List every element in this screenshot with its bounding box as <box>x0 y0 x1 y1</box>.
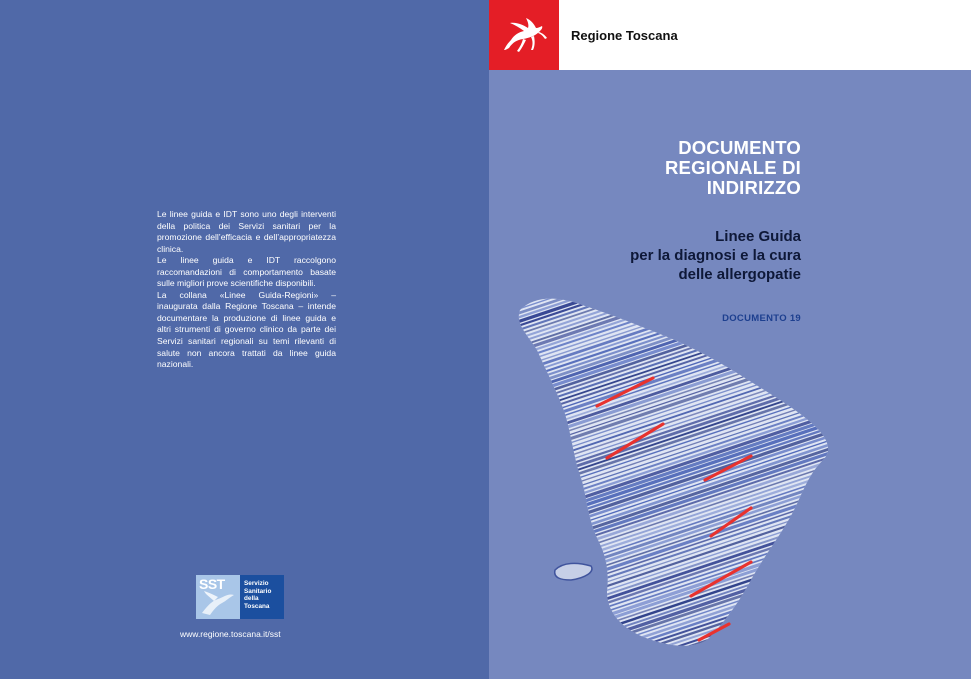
sst-line-1: Servizio <box>244 580 269 587</box>
website-link[interactable]: www.regione.toscana.it/sst <box>180 629 281 639</box>
intro-paragraph-2: Le linee guida e IDT raccolgono raccomandazioni di comportamento basate sulle migliori prove scientifiche disponibili. <box>157 255 336 289</box>
sst-logo-mark <box>196 575 240 619</box>
sst-logo-icon <box>196 575 284 619</box>
document-title <box>541 138 801 198</box>
subtitle-line-3: delle allergopatie <box>678 266 801 283</box>
header-bar <box>489 0 971 70</box>
sst-logo-text <box>240 575 284 619</box>
document-subtitle <box>501 227 801 284</box>
document-number: DOCUMENTO 19 <box>722 313 801 324</box>
title-line-1: DOCUMENTO <box>678 137 801 158</box>
sst-line-2: Sanitario <box>244 587 272 595</box>
map-stripe <box>515 290 835 300</box>
sst-horse-icon <box>196 575 240 619</box>
subtitle-line-2: per la diagnosi e la cura <box>630 247 801 264</box>
sst-mark-text: SST <box>199 576 225 592</box>
sst-line-4: Toscana <box>244 602 270 610</box>
title-line-2: REGIONALE DI <box>664 157 801 178</box>
title-line-3: INDIRIZZO <box>706 177 801 198</box>
intro-text <box>157 209 336 371</box>
intro-paragraph-3: La collana «Linee Guida-Regioni» – inaugurata dalla Regione Toscana – intende documentare la produzione di linee guida e altri strumenti di governo clinico da parte dei Servizi sanitari regionali su temi rilevanti di salute non ancora trattati da linee guida nazionali. <box>157 289 336 370</box>
map-stripe <box>515 646 835 650</box>
region-logo <box>489 0 559 70</box>
intro-paragraph-1: Le linee guida e IDT sono uno degli interventi della politica dei Servizi sanitari per la promozione dell’efficacia e dell’appropriatezza clinica. <box>157 209 336 254</box>
tuscany-map-svg <box>515 290 835 650</box>
subtitle-line-1: Linee Guida <box>715 228 801 245</box>
tuscany-map-illustration <box>515 290 835 655</box>
region-name: Regione Toscana <box>571 28 678 43</box>
sst-line-3: della <box>244 595 259 603</box>
winged-horse-icon <box>495 6 553 64</box>
